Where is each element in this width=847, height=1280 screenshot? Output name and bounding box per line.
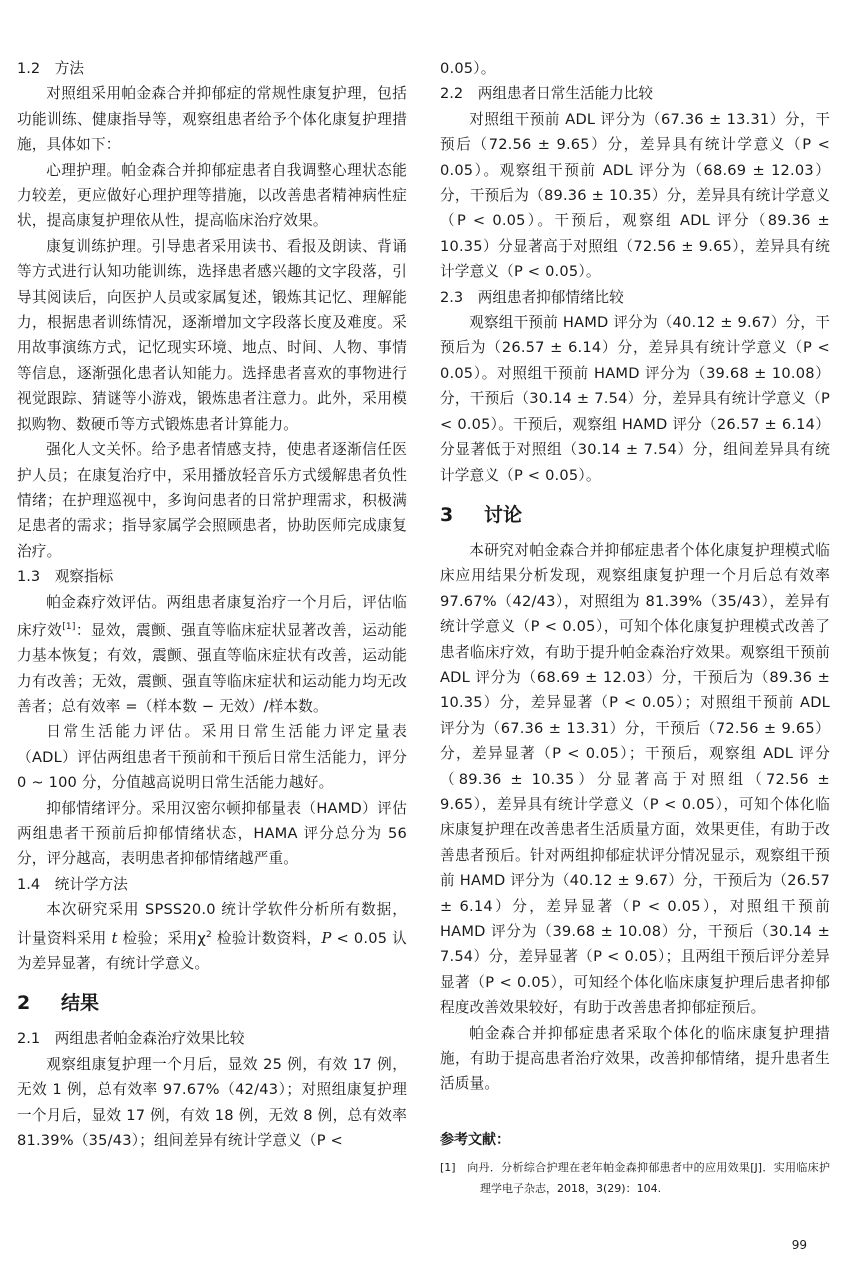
paragraph-statistics: 本次研究采用 SPSS20.0 统计学软件分析所有数据，计量资料采用 t 检验；采用$\chi^2$ 检验计数资料，P < 0.05 认为差异显著，有统计学意义。 (17, 901, 407, 972)
paragraph-hamd-assessment: 抑郁情绪评分。采用汉密尔顿抑郁量表（HAMD）评估两组患者干预前后抑郁情绪状态，HAMA 评分总分为 56 分，评分越高，表明患者抑郁情绪越严重。 (17, 799, 407, 868)
paragraph-rehab-training: 康复训练护理。引导患者采用读书、看报及朗读、背诵等方式进行认知功能训练，选择患者感兴趣的文字段落，引导其阅读后，向医护人员或家属复述，锻炼其记忆、理解能力，根据患者训练情况，逐渐增加文字段落长度及难度。采用故事演练方式，记忆现实环境、地点、时间、人物、事情等信息，逐渐强化患者认知能力。选择患者喜欢的事物进行视觉跟踪、猜谜等小游戏，锻炼患者注意力。此外，采用模拟购物、数硬币等方式锻炼患者计算能力。 (17, 237, 407, 433)
section-2-3-heading: 2.3 两组患者抑郁情绪比较 (440, 288, 624, 306)
section-2-2-heading: 2.2 两组患者日常生活能力比较 (440, 85, 653, 103)
paragraph-adl-results: 对照组干预前 ADL 评分为（67.36 ± 13.31）分，干预后（72.56 ± 9.65）分，差异具有统计学意义（P < 0.05）。观察组干预前 ADL 评分为（68.69 ± 12.03）分，干预后为（89.36 ± 10.35）分，差异具有统计学意义（P < 0.05）。干预后，观察组 ADL 评分（89.36 ± 10.35）分显著高于对照组（72.56 ± 9.65），差异具有统计学意义（P < 0.05）。 (440, 110, 830, 281)
paragraph-adl-assessment: 日常生活能力评估。采用日常生活能力评定量表（ADL）评估两组患者干预前和干预后日常生活能力，评分 0 ~ 100 分，分值越高说明日常生活能力越好。 (17, 723, 407, 792)
citation-ref-1: [1] (62, 621, 76, 632)
page-number: 99 (791, 1238, 807, 1252)
paragraph-pd-efficacy: 帕金森疗效评估。两组患者康复治疗一个月后，评估临床疗效[1]：显效，震颤、强直等临床症状显著改善，运动能力基本恢复；有效，震颤、强直等临床症状有改善，运动能力有改善；无效，震颤、强直等临床症状和运动能力均无改善者；总有效率 =（样本数 − 无效）/样本数。 (17, 593, 407, 716)
section-1-3-heading: 1.3 观察指标 (17, 568, 114, 586)
paragraph-continuation: 0.05）。 (440, 60, 496, 77)
paragraph-psych-care: 心理护理。帕金森合并抑郁症患者自我调整心理状态能力较差，更应做好心理护理等措施，以改善患者精神病性症状，提高康复护理依从性，提高临床治疗效果。 (17, 161, 407, 230)
right-column (440, 56, 830, 1199)
references-heading: 参考文献： (440, 1131, 510, 1148)
reference-item: [1] 向丹．分析综合护理在老年帕金森抑郁患者中的应用效果[J]．实用临床护理学电子杂志，2018，3(29)：104. (440, 1160, 830, 1195)
section-2-1-heading: 2.1 两组患者帕金森治疗效果比较 (17, 1030, 245, 1048)
left-column (17, 56, 407, 1153)
paragraph-methods-intro: 对照组采用帕金森合并抑郁症的常规性康复护理，包括功能训练、健康指导等，观察组患者给予个体化康复护理措施，具体如下： (17, 85, 407, 154)
paragraph-discussion-1: 本研究对帕金森合并抑郁症患者个体化康复护理模式临床应用结果分析发现，观察组康复护理一个月后总有效率 97.67%（42/43），对照组为 81.39%（35/43），差异有统计学意义（P < 0.05），可知个体化康复护理模式改善了患者临床疗效，有助于提升帕金森治疗效果。观察组干预前 ADL 评分为（68.69 ± 12.03）分，干预后为（89.36 ± 10.35）分，差异显著（P < 0.05）；对照组干预前 ADL 评分为（67.36 ± 13.31）分，干预后（72.56 ± 9.65）分，差异显著（P < 0.05）；干预后，观察组 ADL 评分（89.36 ± 10.35）分显著高于对照组（72.56 ± 9.65），差异具有统计学意义（P < 0.05），可知个体化临床康复护理在改善患者生活质量方面，效果更佳，有助于改善患者预后。针对两组抑郁症状评分情况显示，观察组干预前 HAMD 评分为（40.12 ± 9.67）分，干预后为（26.57 ± 6.14）分，差异显著（P < 0.05），对照组干预前 HAMD 评分为（39.68 ± 10.08）分，干预后（30.14 ± 7.54）分，差异显著（P < 0.05）；且两组干预后评分差异显著（P < 0.05），可知经个体化临床康复护理后患者抑郁程度改善效果较好，有助于改善患者抑郁症预后。 (440, 541, 830, 1017)
paragraph-discussion-2: 帕金森合并抑郁症患者采取个体化的临床康复护理措施，有助于提高患者治疗效果，改善抑郁情绪，提升患者生活质量。 (440, 1024, 830, 1093)
section-1-4-heading: 1.4 统计学方法 (17, 875, 128, 893)
paragraph-hamd-results: 观察组干预前 HAMD 评分为（40.12 ± 9.67）分，干预后为（26.57 ± 6.14）分，差异具有统计学意义（P < 0.05）。对照组干预前 HAMD 评分为（39.68 ± 10.08）分，干预后（30.14 ± 7.54）分，差异具有统计学意义（P < 0.05）。干预后，观察组 HAMD 评分（26.57 ± 6.14）分显著低于对照组（30.14 ± 7.54）分，组间差异具有统计学意义（P < 0.05）。 (440, 314, 830, 484)
section-2-heading: 2 结果 (17, 992, 100, 1015)
paragraph-efficacy-results: 观察组康复护理一个月后，显效 25 例，有效 17 例，无效 1 例，总有效率 97.67%（42/43）；对照组康复护理一个月后，显效 17 例，有效 18 例，无效 8 例，总有效率 81.39%（35/43）；组间差异有统计学意义（P < (17, 1055, 407, 1149)
section-3-heading: 3 讨论 (440, 503, 523, 526)
section-1-2-heading: 1.2 方法 (17, 60, 84, 77)
paragraph-humanistic-care: 强化人文关怀。给予患者情感支持，使患者逐渐信任医护人员；在康复治疗中，采用播放轻音乐方式缓解患者负性情绪；在护理巡视中，多询问患者的日常护理需求，积极满足患者的需求；指导家属学会照顾患者，协助医师完成康复治疗。 (17, 441, 407, 560)
